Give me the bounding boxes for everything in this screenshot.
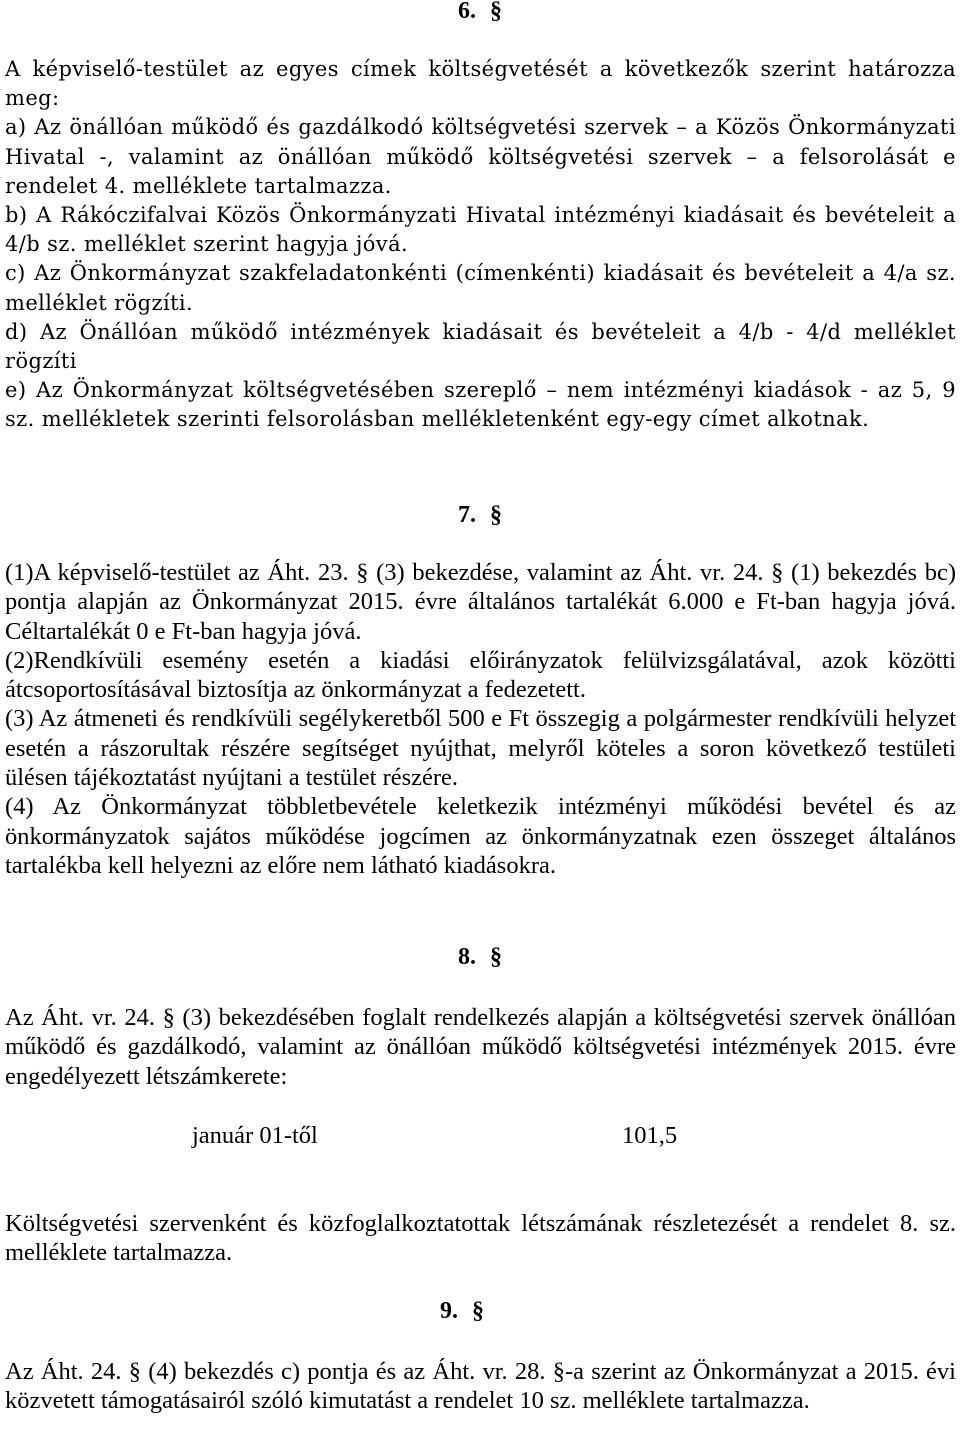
paragraph: e) Az Önkormányzat költségvetésében szereplő – nem intézményi kiadások - az 5, 9 sz. mellékletek szerinti felsorolásban mellékletenként egy-egy címet alkotnak. [5, 378, 956, 432]
section-number: 8. [458, 944, 476, 970]
section-9-body [5, 1357, 956, 1416]
section-8-heading [0, 943, 960, 972]
section-6-heading [0, 0, 960, 26]
section-sign: § [490, 502, 502, 528]
paragraph: (4) Az Önkormányzat többletbevétele keletkezik intézményi működési bevétel és az önkormányzatok sajátos működése jogcímen az önkormányzatnak ezen összeget általános tartalékba kell helyezni az előre nem látható kiadásokra. [5, 793, 956, 879]
section-6-body [5, 55, 956, 435]
section-sign: § [490, 0, 502, 24]
section-sign: § [472, 1298, 484, 1324]
paragraph: A képviselő-testület az egyes címek költségvetését a következők szerint határozza meg: [5, 57, 956, 111]
paragraph: Az Áht. 24. § (4) bekezdés c) pontja és az Áht. vr. 28. §-a szerint az Önkormányzat a 2015. évi közvetett támogatásairól szóló kimutatást a rendelet 10 sz. melléklete tartalmazza. [5, 1358, 956, 1415]
paragraph: (3) Az átmeneti és rendkívüli segélykeretből 500 e Ft összegig a polgármester rendkívüli helyzet esetén a rászorultak részére segítséget nyújthat, melyről köteles a soron következő testületi ülésen tájékoztatást nyújtani a testület részére. [5, 705, 956, 792]
paragraph: a) Az önállóan működő és gazdálkodó költségvetési szervek – a Közös Önkormányzati Hivatal -, valamint az önállóan működő költségvetési szervek – a felsorolását e rendelet 4. melléklete tartalmazza. [5, 115, 956, 198]
paragraph: (2)Rendkívüli esemény esetén a kiadási előirányzatok felülvizsgálatával, azok közötti átcsoportosításával biztosítja az önkormányzat a fedezetett. [5, 646, 956, 704]
section-8-footer [5, 1209, 956, 1268]
section-9-heading [0, 1297, 942, 1326]
paragraph: Költségvetési szervenként és közfoglalkoztatottak létszámának részletezését a rendelet 8. sz. melléklete tartalmazza. [5, 1210, 956, 1267]
paragraph: d) Az Önállóan működő intézmények kiadásait és bevételeit a 4/b - 4/d melléklet rögzíti [5, 319, 956, 374]
section-number: 6. [458, 0, 476, 24]
paragraph: b) A Rákóczifalvai Közös Önkormányzati Hivatal intézményi kiadásait és bevételeit a 4/b sz. melléklet szerint hagyja jóvá. [5, 203, 956, 257]
section-number: 7. [458, 502, 476, 528]
paragraph: Az Áht. vr. 24. § (3) bekezdésében foglalt rendelkezés alapján a költségvetési szervek önállóan működő és gazdálkodó, valamint az önállóan működő költségvetési intézmények 2015. évre engedélyezett létszámkerete: [5, 1004, 956, 1090]
staff-count-label: január 01-től [192, 1122, 318, 1149]
section-number: 9. [440, 1298, 458, 1324]
staff-count-value: 101,5 [622, 1122, 678, 1149]
paragraph: (1)A képviselő-testület az Áht. 23. § (3) bekezdése, valamint az Áht. vr. 24. § (1) bekezdés bc) pontja alapján az Önkormányzat 2015. évre általános tartalékát 6.000 e Ft-ban hagyja jóvá. Céltartalékát 0 e Ft-ban hagyja jóvá. [5, 559, 956, 645]
section-7-body [5, 558, 956, 880]
section-sign: § [490, 944, 502, 970]
staff-count-row [192, 1121, 792, 1150]
paragraph: c) Az Önkormányzat szakfeladatonkénti (címenkénti) kiadásait és bevételeit a 4/a sz. melléklet rögzíti. [5, 261, 956, 315]
section-7-heading [0, 501, 960, 530]
section-8-body [5, 1003, 956, 1091]
